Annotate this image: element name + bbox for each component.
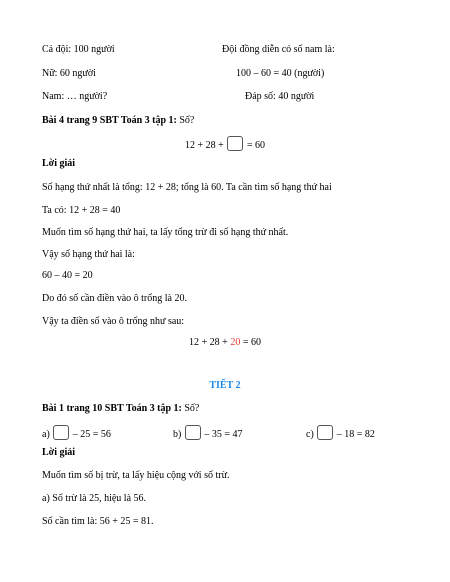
bai4-eq-right: = 60 — [244, 140, 265, 151]
bai4-line: Vậy số hạng thứ hai là: — [42, 249, 135, 260]
bai4-question: Số? — [176, 115, 195, 126]
bai1-title: Bài 1 trang 10 SBT Toán 3 tập 1: — [42, 403, 182, 414]
bai4-final-answer: 20 — [230, 337, 241, 348]
bai4-equation — [0, 136, 450, 151]
bai4-line: Vậy ta điền số vào ô trống như sau: — [42, 316, 185, 327]
bai4-line: Do đó số cần điền vào ô trống là 20. — [42, 293, 187, 304]
bai4-eq-left: 12 + 28 + — [185, 140, 227, 151]
bai4-heading — [42, 115, 194, 126]
bai1-line: a) Số trừ là 25, hiệu là 56. — [42, 493, 147, 504]
bai4-line: Số hạng thứ nhất là tổng: 12 + 28; tổng là 60. Ta cần tìm số hạng thứ hai — [42, 182, 332, 193]
bai1-heading — [42, 403, 199, 414]
bai1-line: Số cần tìm là: 56 + 25 = 81. — [42, 516, 154, 527]
answer-box-a[interactable] — [53, 425, 69, 440]
bai4-solution-title: Lời giải — [42, 158, 76, 169]
bai4-final-equation: 12 + 28 + 20 = 60 — [189, 337, 261, 348]
bai1-question: Số? — [181, 403, 200, 414]
calc-title-text: Đội đồng diễn có số nam là: — [222, 44, 335, 55]
answer-text: Đáp số: 40 người — [245, 91, 315, 102]
bai1-item-a: a) – 25 = 56 — [42, 425, 111, 440]
bai4-title: Bài 4 trang 9 SBT Toán 3 tập 1: — [42, 115, 177, 126]
bai1-item-b: b) – 35 = 47 — [173, 425, 242, 440]
bai1-item-c: c) – 18 = 82 — [306, 425, 375, 440]
bai4-line: Ta có: 12 + 28 = 40 — [42, 205, 121, 216]
male-question-text: Nam: … người? — [42, 91, 108, 102]
bai1-line: Muốn tìm số bị trừ, ta lấy hiệu cộng với số trừ. — [42, 470, 230, 481]
team-total-text: Cả đội: 100 người — [42, 44, 115, 55]
bai4-line: 60 – 40 = 20 — [42, 270, 93, 281]
answer-box[interactable] — [227, 136, 243, 151]
bai1-solution-title: Lời giải — [42, 447, 76, 458]
calc-text: 100 – 60 = 40 (người) — [236, 68, 325, 79]
bai4-line: Muốn tìm số hạng thứ hai, ta lấy tổng trừ đi số hạng thứ nhất. — [42, 227, 289, 238]
answer-box-b[interactable] — [185, 425, 201, 440]
female-count-text: Nữ: 60 người — [42, 68, 96, 79]
section-title: TIẾT 2 — [209, 380, 241, 391]
answer-box-c[interactable] — [317, 425, 333, 440]
